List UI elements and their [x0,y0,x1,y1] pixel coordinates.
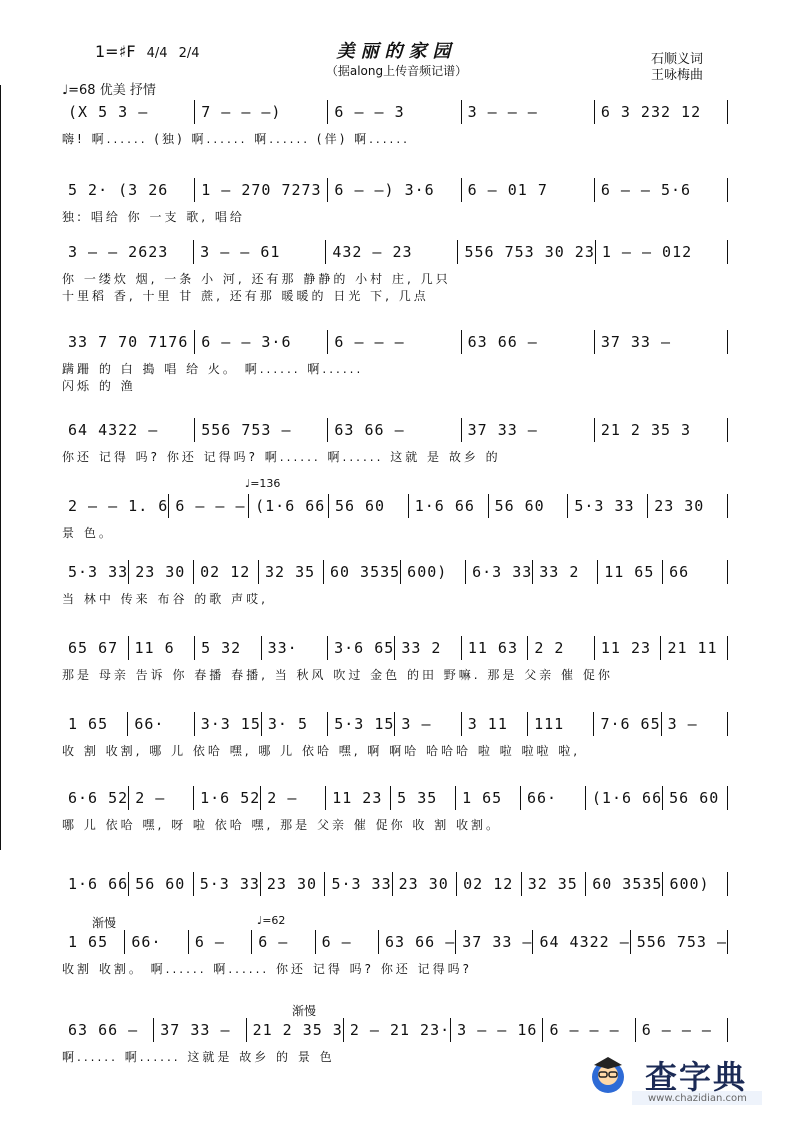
measure: 11 23 [594,636,661,660]
measure: 6 – [188,930,251,954]
time-signature-44: 4/4 [146,46,168,61]
composer: 王咏梅曲 [650,68,703,83]
measure: 556 753 – [630,930,728,954]
measure: 32 35 [521,872,586,896]
measure: 56 60 [328,494,408,518]
measure: 66 [662,560,728,584]
measure: 6 3 232 12 [594,100,728,124]
measure: 1 – – 012 [595,240,728,264]
measure: 33 2 [532,560,597,584]
notation-line [62,100,728,124]
page-edge-rule [0,85,1,850]
tempo-marking: ♩=68 优美 抒情 [62,83,156,98]
measure: 3 – [661,712,728,736]
measure: 1·6 66 [68,875,129,893]
notation-line [62,872,728,896]
score-row [62,240,728,304]
song-title: 美丽的家园 [336,41,457,62]
measure: 23 30 [392,872,457,896]
measure: 2 – [260,786,325,810]
measure: 2 2 [527,636,594,660]
lyrics-line: 收割 收割。 啊...... 啊...... 你还 记得 吗? 你还 记得吗? [62,962,473,976]
score-row [62,872,728,896]
measure: 32 35 [258,560,323,584]
logo-url: www.chazidian.com [648,1093,747,1104]
lyrics-line: 当 林中 传来 布谷 的歌 声哎, [62,592,268,606]
measure: 60 3535 [323,560,400,584]
measure: 5·3 15 [327,712,394,736]
measure: 6 – – 3·6 [194,330,327,354]
measure: (1·6 66 [585,786,662,810]
lyrics-line: 嗨! 啊...... (独) 啊...... 啊...... (伴) 啊...... [62,132,410,146]
measure: 5·3 33 [68,563,129,581]
measure: 6·6 52 [68,789,129,807]
measure: 63 66 – [378,930,455,954]
measure: 64 4322 – [532,930,629,954]
measure: 6 – –) 3·6 [327,178,460,202]
lyricist: 石顺义词 [650,52,703,67]
measure: 7 – – –) [194,100,327,124]
measure: 600) [662,872,728,896]
measure: 6·3 33 [465,560,532,584]
measure: 21 2 35 3 [594,418,728,442]
measure: 3·6 65 [327,636,394,660]
measure: 66· [127,712,193,736]
measure: 63 66 – [68,1021,139,1039]
notation-line [62,494,728,518]
measure: 56 60 [662,786,728,810]
measure: 5 32 [194,636,261,660]
measure: 5 35 [390,786,455,810]
measure: 33 7 70 7176 [68,333,189,351]
measure: 63 66 – [461,330,594,354]
score-row [62,178,728,225]
notation-line [62,786,728,810]
measure: 6 – – – [327,330,460,354]
measure: 5·3 33 [193,872,260,896]
measure: 1 65 [455,786,520,810]
time-signature-24: 2/4 [178,46,200,61]
measure: (X 5 3 – [68,103,149,121]
measure: 3·3 15 [194,712,261,736]
measure: 11 65 [597,560,662,584]
measure: 66· [124,930,187,954]
lyrics-line: 景 色。 [62,526,114,540]
measure: 2 – – 1. 6 [68,497,169,515]
measure: 21 2 35 3 [246,1018,343,1042]
measure: 432 – 23 [325,240,457,264]
measure: 37 33 – [461,418,594,442]
lyrics-line: 你还 记得 吗? 你还 记得吗? 啊...... 啊...... 这就 是 故乡 的 [62,450,501,464]
measure: 3 – – 2623 [68,243,169,261]
measure: (1·6 66 [248,494,328,518]
key-signature: 1=♯F 4/4 2/4 [95,42,200,61]
measure: 3 – – 61 [193,240,325,264]
measure: 5 2· (3 26 [68,181,169,199]
lyrics-line: 啊...... 啊...... 这就是 故乡 的 景 色 [62,1050,335,1064]
score-row [62,494,728,541]
measure: 3 – [394,712,460,736]
tempo-change-62: ♩=62 [257,914,286,927]
tempo-change-136: ♩=136 [245,477,281,490]
measure: 65 67 [68,639,119,657]
measure: 556 753 30 23 [457,240,594,264]
measure: 111 [527,712,593,736]
lyrics-line: 你 一缕炊 烟, 一条 小 河, 还有那 静静的 小村 庄, 几只 [62,272,451,286]
measure: 3 – – 16 [450,1018,542,1042]
score-row [62,636,728,683]
notation-line [62,178,728,202]
measure: 556 753 – [194,418,327,442]
measure: 37 33 – [594,330,728,354]
score-row [62,100,728,147]
measure: 6 – – 3 [327,100,460,124]
measure: 64 4322 – [68,421,159,439]
measure: 5·3 33 [324,872,391,896]
measure: 2 – 21 23· [343,1018,450,1042]
measure: 6 – [251,930,314,954]
lyrics-line: 哪 儿 依哈 嘿, 呀 啦 依哈 嘿, 那是 父亲 催 促你 收 割 收割。 [62,818,502,832]
score-row [62,330,728,394]
measure: 37 33 – [153,1018,245,1042]
measure: 3· 5 [261,712,327,736]
ritardando-mark: 渐慢 [92,916,117,930]
measure: 6 – – – [168,494,248,518]
measure: 1·6 52 [193,786,260,810]
measure: 6 – [315,930,378,954]
measure: 23 30 [647,494,728,518]
measure: 37 33 – [455,930,532,954]
ritardando-mark: 渐慢 [292,1004,317,1018]
measure: 6 – – – [542,1018,634,1042]
score-row [62,560,728,607]
measure: 1·6 66 [408,494,488,518]
notation-line [62,712,728,736]
measure: 11 6 [128,636,195,660]
notation-line [62,560,728,584]
measure: 11 63 [461,636,528,660]
measure: 7·6 65 [593,712,660,736]
measure: 6 – – 5·6 [594,178,728,202]
measure: 1 65 [68,715,109,733]
lyrics-line: 那是 母亲 告诉 你 春播 春播, 当 秋风 吹过 金色 的田 野嘛. 那是 父亲 催 促你 [62,668,613,682]
measure: 6 – – – [635,1018,728,1042]
measure: 21 11 [660,636,728,660]
lyrics-line: 蹒跚 的 白 搗 唱 给 火。 啊...... 啊...... [62,362,364,376]
score-row [62,786,728,833]
measure: 02 12 [456,872,521,896]
measure: 33 2 [394,636,461,660]
score-row [62,712,728,759]
notation-line [62,1018,728,1042]
measure: 5·3 33 [567,494,647,518]
notation-line [62,330,728,354]
measure: 1 65 [68,933,109,951]
lyrics-line-verse2: 闪烁 的 渔 [62,379,136,393]
measure: 56 60 [128,872,193,896]
measure: 23 30 [260,872,325,896]
song-subtitle: （据along上传音频记谱） [325,64,468,78]
measure: 6 – 01 7 [461,178,594,202]
measure: 3 11 [461,712,527,736]
measure: 23 30 [128,560,193,584]
measure: 600) [400,560,465,584]
notation-line [62,930,728,954]
measure: 60 3535 [585,872,662,896]
lyrics-line: 独: 唱给 你 一支 歌, 唱给 [62,210,245,224]
measure: 1 – 270 7273 [194,178,327,202]
measure: 2 – [128,786,193,810]
notation-line [62,240,728,264]
score-row [62,418,728,465]
measure: 3 – – – [461,100,594,124]
lyrics-line: 收 割 收割, 哪 儿 依哈 嘿, 哪 儿 依哈 嘿, 啊 啊哈 哈哈哈 啦 啦 啦啦 啦, [62,744,581,758]
score-row [62,914,728,977]
measure: 02 12 [193,560,258,584]
measure: 63 66 – [327,418,460,442]
lyrics-line-verse2: 十里稻 香, 十里 甘 蔗, 还有那 暖暖的 日光 下, 几点 [62,289,429,303]
logo-text: 查字典 [645,1058,748,1096]
measure: 33· [261,636,328,660]
measure: 56 60 [488,494,568,518]
notation-line [62,418,728,442]
measure: 11 23 [325,786,390,810]
measure: 66· [520,786,585,810]
notation-line [62,636,728,660]
